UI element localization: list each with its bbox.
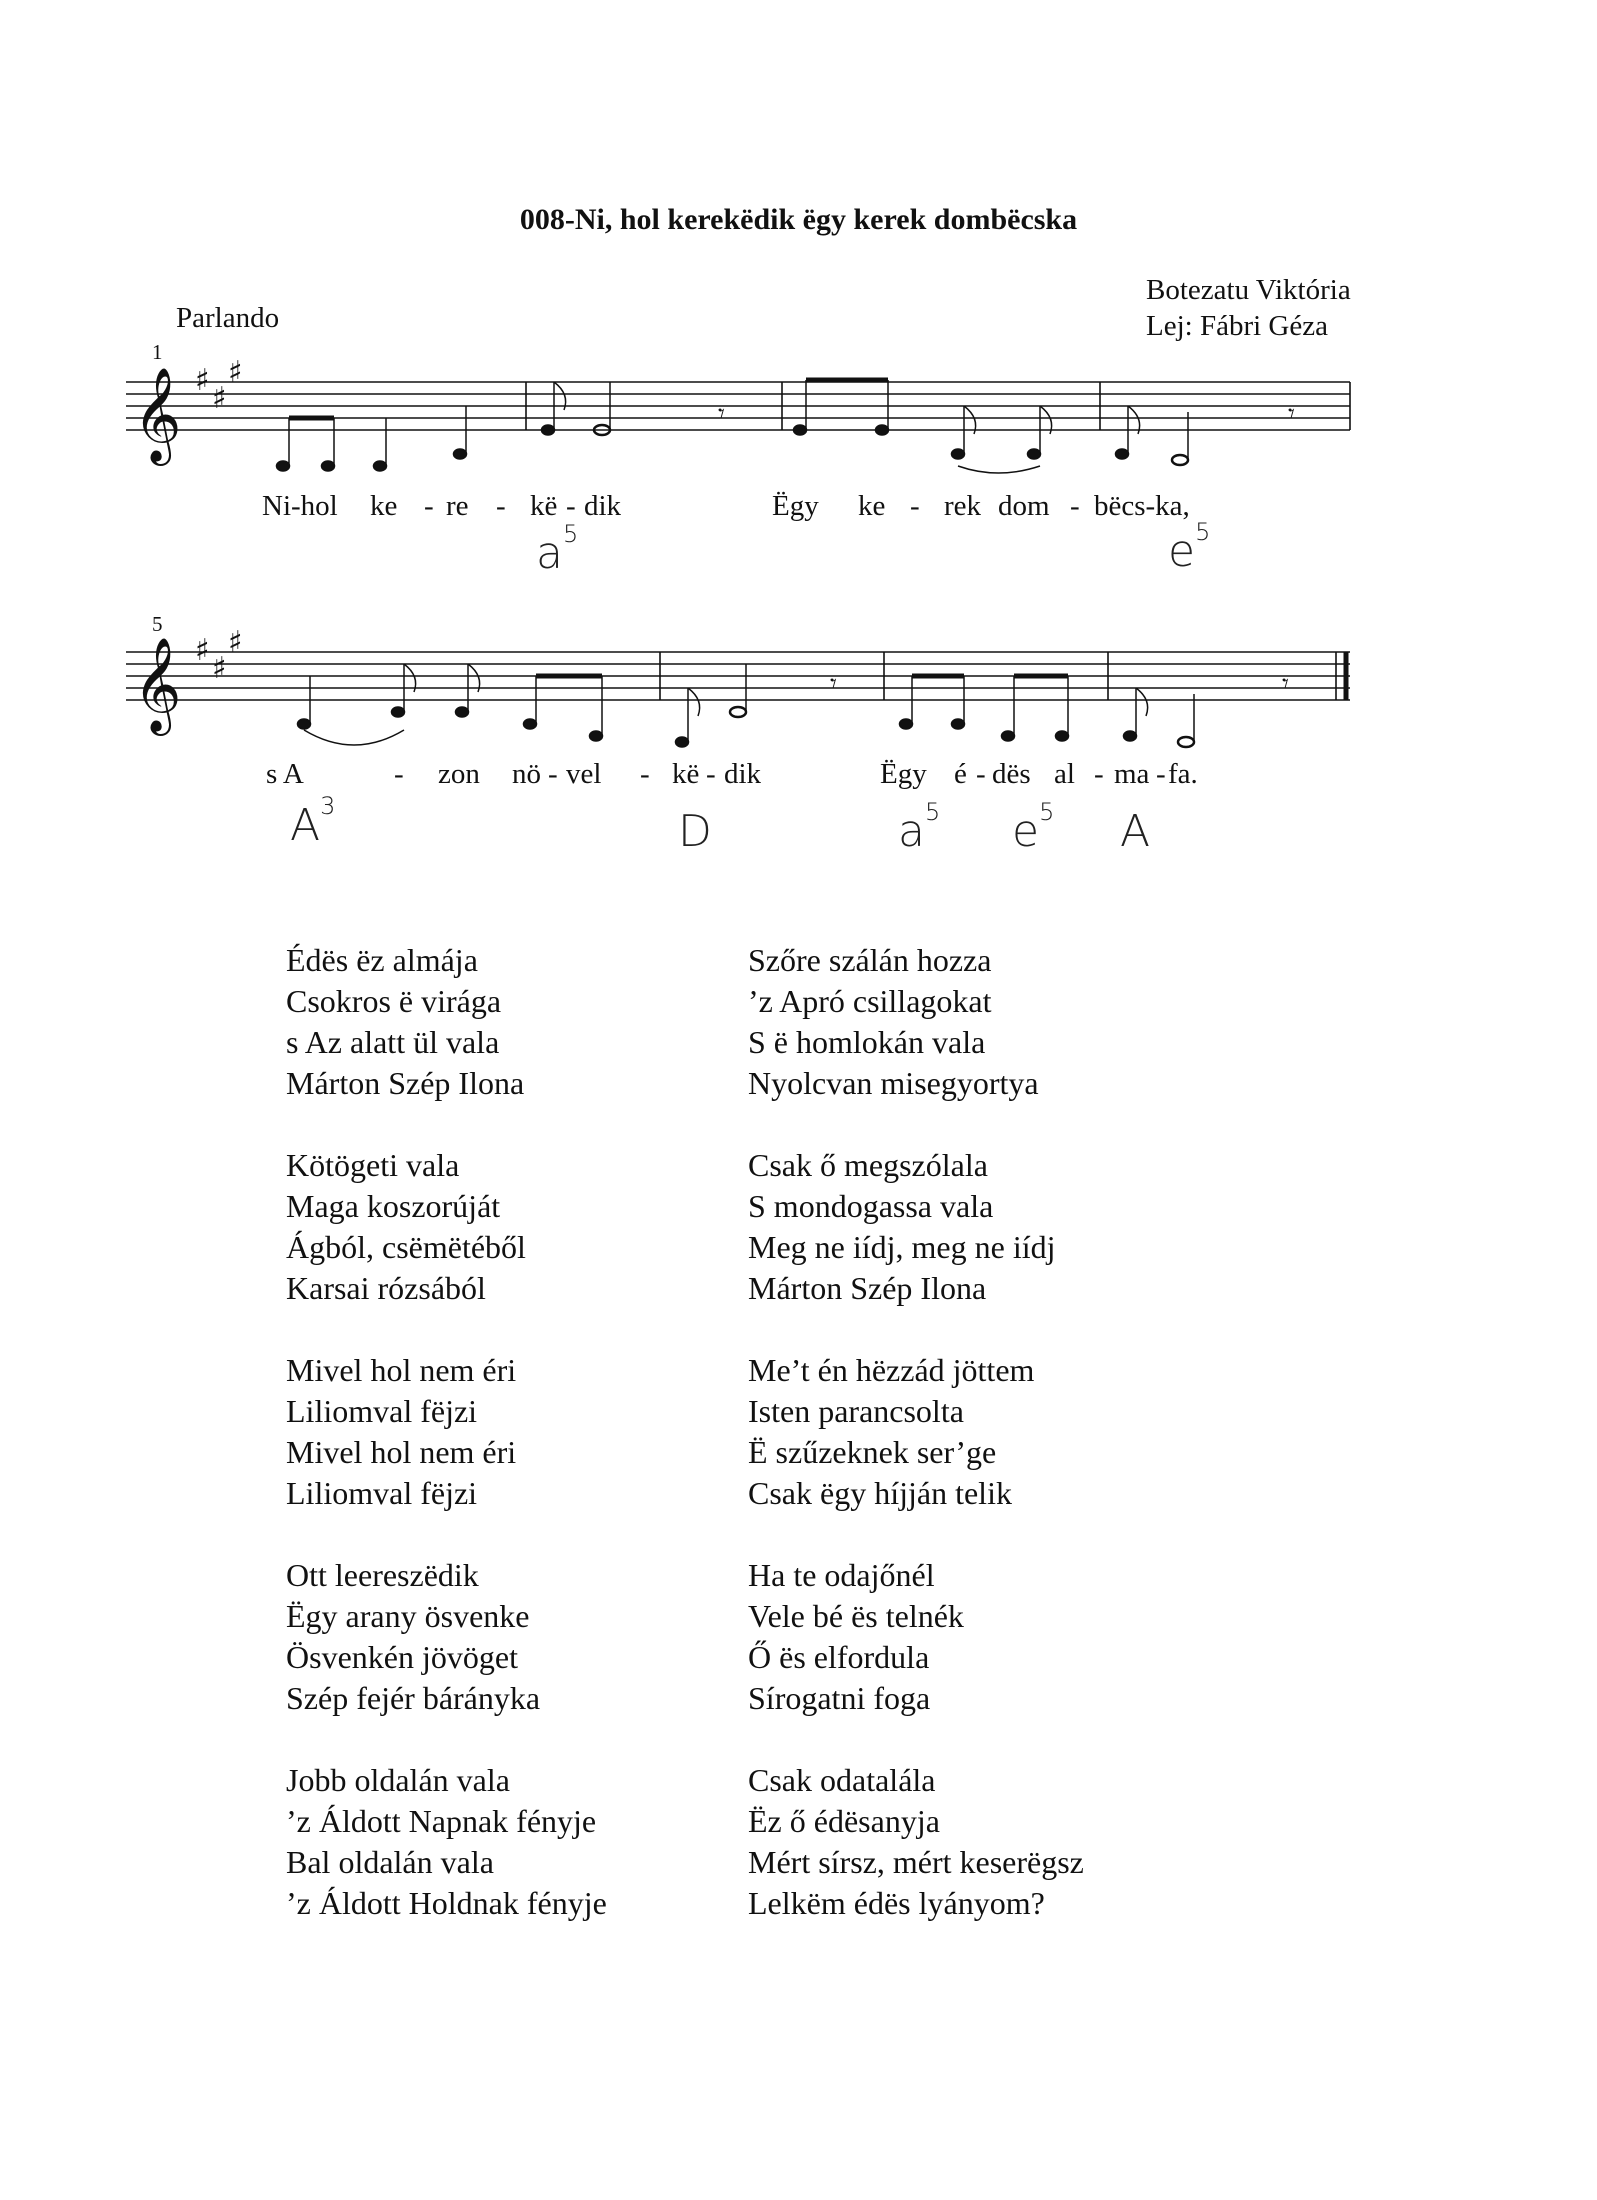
lyric-syllable: dik	[584, 490, 622, 522]
lyric-hyphen: -	[1156, 758, 1166, 790]
stanza	[748, 940, 1084, 1104]
chord-symbol: $e^5$	[1012, 798, 1055, 857]
verse-line: Lelkëm édës lyányom?	[748, 1885, 1045, 1921]
key-signature-sharps	[195, 625, 243, 686]
chord-symbol: D	[678, 806, 712, 857]
verse-line: Vele bé ës telnék	[748, 1598, 964, 1634]
chord-symbol: $A^3$	[290, 792, 336, 851]
svg-text:♯: ♯	[228, 625, 243, 660]
stanza	[748, 1145, 1084, 1309]
lyric-hyphen: -	[394, 758, 404, 790]
stanza	[748, 1760, 1084, 1924]
verse-line: Isten parancsolta	[748, 1393, 964, 1429]
verse-line: Ëgy arany ösvenke	[286, 1598, 530, 1634]
lyric-hyphen: -	[496, 490, 506, 522]
lyric-syllable: rek	[944, 490, 982, 522]
svg-text:𝄾: 𝄾	[718, 399, 725, 428]
lyric-syllable: é	[954, 758, 967, 790]
verse-line: Csak odatalála	[748, 1762, 936, 1798]
verse-line: Ë szűzeknek ser’ge	[748, 1434, 997, 1470]
song-title: 008-Ni, hol kerekëdik ëgy kerek dombëcska	[519, 203, 1078, 236]
music-staff-system-2	[0, 625, 1597, 780]
lyric-syllable: nö	[512, 758, 541, 790]
stanza	[748, 1555, 1084, 1719]
chord-symbol: A	[1120, 806, 1151, 857]
verse-line: Mivel hol nem éri	[286, 1434, 517, 1470]
chord-symbol: $a^5$	[536, 520, 579, 579]
verse-line: s Az alatt ül vala	[286, 1024, 500, 1060]
lyric-hyphen: -	[1094, 758, 1104, 790]
verse-line: Szőre szálán hozza	[748, 942, 992, 978]
verse-line: Meg ne iídj, meg ne iídj	[748, 1229, 1056, 1265]
lyric-hyphen: -	[548, 758, 558, 790]
verse-line: Csak ëgy híjján telik	[748, 1475, 1012, 1511]
lyric-syllable: re	[446, 490, 469, 522]
svg-text:♯: ♯	[228, 355, 243, 390]
measure-number: 5	[152, 612, 163, 636]
verse-line: Márton Szép Ilona	[286, 1065, 525, 1101]
key-signature-sharps	[195, 355, 243, 416]
lyric-hyphen: -	[424, 490, 434, 522]
lyric-syllable: ma	[1114, 758, 1150, 790]
svg-text:♯: ♯	[212, 651, 227, 686]
lyric-syllable: dik	[724, 758, 762, 790]
verses-left-column	[286, 940, 607, 1965]
verse-line: Liliomval fëjzi	[286, 1475, 478, 1511]
stanza	[286, 1350, 607, 1514]
verse-line: Karsai rózsából	[286, 1270, 486, 1306]
verse-line: Mivel hol nem éri	[286, 1352, 517, 1388]
verse-line: Liliomval fëjzi	[286, 1393, 478, 1429]
lyric-syllable: vel	[566, 758, 602, 790]
verse-line: S ë homlokán vala	[748, 1024, 986, 1060]
stanza	[286, 1145, 607, 1309]
stanza	[286, 1760, 607, 1924]
verse-line: Ő ës elfordula	[748, 1639, 930, 1675]
verse-line: Me’t én hëzzád jöttem	[748, 1352, 1035, 1388]
verse-line: Ágból, csëmëtéből	[286, 1229, 526, 1265]
lyric-syllable: Ëgy	[772, 490, 819, 522]
lyric-syllable: Ëgy	[880, 758, 927, 790]
verse-line: Szép fejér bárányka	[286, 1680, 541, 1716]
lyric-syllable: ke	[858, 490, 886, 522]
lyric-syllable: fa.	[1168, 758, 1198, 790]
credit-author: Botezatu Viktória	[1146, 274, 1351, 306]
svg-text:♯: ♯	[195, 633, 210, 668]
chord-symbol: $e^5$	[1168, 518, 1211, 577]
verse-line: ’z Apró csillagokat	[748, 983, 992, 1019]
verse-line: Mért sírsz, mért keserëgsz	[748, 1844, 1084, 1880]
stanza	[748, 1350, 1084, 1514]
lyric-hyphen: -	[640, 758, 650, 790]
svg-text:♯: ♯	[195, 363, 210, 398]
svg-text:♯: ♯	[212, 381, 227, 416]
lyric-syllable: dës	[992, 758, 1031, 790]
lyric-hyphen: -	[706, 758, 716, 790]
lyric-syllable: kë	[530, 490, 558, 522]
lyric-syllable: ke	[370, 490, 398, 522]
stanza	[286, 940, 607, 1104]
tempo-marking: Parlando	[176, 302, 280, 334]
verse-line: Ösvenkén jövöget	[286, 1639, 518, 1675]
svg-text:𝄾: 𝄾	[1288, 399, 1295, 428]
lyric-syllable: zon	[438, 758, 480, 790]
verse-line: Édës ëz almája	[286, 942, 478, 978]
verse-line: Maga koszorúját	[286, 1188, 501, 1224]
verse-line: ’z Áldott Napnak fényje	[286, 1803, 597, 1839]
lyric-syllable: bëcs-ka,	[1094, 490, 1190, 522]
measure-number: 1	[152, 340, 163, 364]
lyric-syllable: s A	[266, 758, 304, 790]
credit-composer: Lej: Fábri Géza	[1146, 310, 1328, 342]
verse-line: ’z Áldott Holdnak fényje	[286, 1885, 607, 1921]
verse-line: Jobb oldalán vala	[286, 1762, 510, 1798]
verses-right-column	[748, 940, 1084, 1965]
verse-line: Nyolcvan misegyortya	[748, 1065, 1039, 1101]
lyric-syllable: Ni-hol	[262, 490, 338, 522]
lyric-syllable: al	[1054, 758, 1075, 790]
music-staff-system-1	[0, 355, 1597, 510]
verse-line: Csak ő megszólala	[748, 1147, 988, 1183]
verse-line: Ha te odajőnél	[748, 1557, 935, 1593]
svg-text:𝄾: 𝄾	[830, 669, 837, 698]
lyric-hyphen: -	[566, 490, 576, 522]
verse-line: Sírogatni foga	[748, 1680, 931, 1716]
treble-clef-icon: 𝄞	[133, 637, 182, 732]
lyric-hyphen: -	[910, 490, 920, 522]
verse-line: Csokros ë virága	[286, 983, 502, 1019]
chord-symbol: $a^5$	[898, 798, 941, 857]
lyric-hyphen: -	[976, 758, 986, 790]
verse-line: S mondogassa vala	[748, 1188, 994, 1224]
lyric-syllable: kë	[672, 758, 700, 790]
verse-line: Márton Szép Ilona	[748, 1270, 987, 1306]
verse-line: Ëz ő édësanyja	[748, 1803, 940, 1839]
verse-line: Kötögeti vala	[286, 1147, 460, 1183]
stanza	[286, 1555, 607, 1719]
verse-line: Ott leereszëdik	[286, 1557, 479, 1593]
lyric-hyphen: -	[1070, 490, 1080, 522]
verse-line: Bal oldalán vala	[286, 1844, 494, 1880]
svg-text:𝄾: 𝄾	[1282, 669, 1289, 698]
lyric-syllable: dom	[998, 490, 1050, 522]
treble-clef-icon: 𝄞	[133, 367, 182, 462]
